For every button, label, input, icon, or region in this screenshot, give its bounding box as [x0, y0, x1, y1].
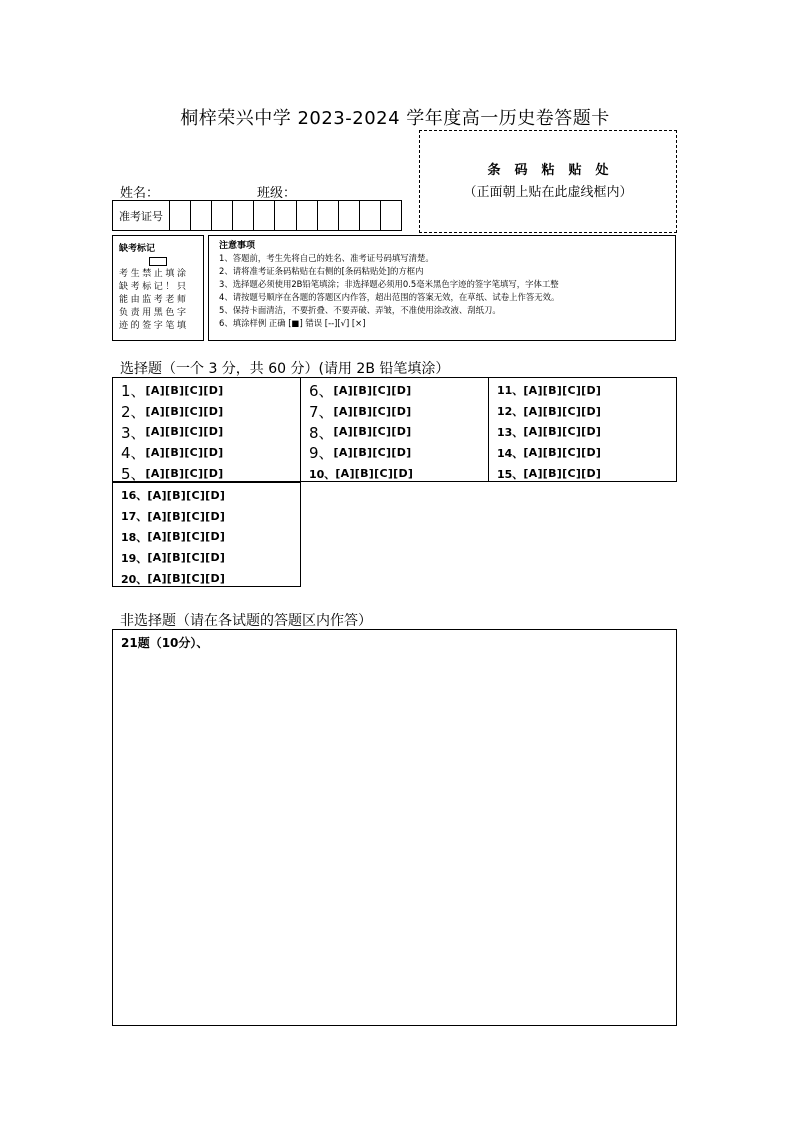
question-number: 14、 — [497, 446, 524, 460]
mc-question-row[interactable] — [113, 527, 300, 548]
question-number: 15、 — [497, 467, 524, 481]
answer-options[interactable]: [A][B][C][D] — [335, 467, 414, 481]
answer-options[interactable]: [A][B][C][D] — [523, 425, 602, 439]
ticket-digit-cell[interactable] — [275, 201, 296, 230]
ticket-digit-cell[interactable] — [360, 201, 381, 230]
name-field[interactable] — [159, 187, 257, 201]
answer-options[interactable]: [A][B][C][D] — [145, 383, 224, 397]
ticket-digit-cell[interactable] — [191, 201, 212, 230]
mc-question-row[interactable] — [113, 547, 300, 568]
note-line: 2、请将准考证条码粘贴在右侧的[条码粘贴处]的方框内 — [219, 266, 424, 276]
mc-grid-extra — [112, 482, 301, 587]
absent-mark-box — [112, 235, 204, 341]
ticket-digit-cell[interactable] — [254, 201, 275, 230]
question-number: 7、 — [309, 402, 334, 421]
mc-question-row[interactable] — [301, 463, 488, 484]
question-number: 6、 — [309, 381, 334, 400]
mc-column — [489, 378, 676, 481]
answer-options[interactable]: [A][B][C][D] — [523, 383, 602, 397]
q21-answer-area[interactable] — [112, 629, 677, 1026]
mc-question-row[interactable] — [489, 401, 676, 422]
mc-question-row[interactable] — [301, 442, 488, 463]
mc-question-row[interactable] — [301, 380, 488, 401]
question-number: 10、 — [309, 467, 336, 481]
mc-question-row[interactable] — [113, 401, 300, 422]
mc-question-row[interactable] — [113, 422, 300, 443]
barcode-area — [419, 130, 677, 233]
mc-question-row[interactable] — [113, 442, 300, 463]
question-number: 5、 — [121, 465, 146, 484]
question-number: 12、 — [497, 405, 524, 419]
mc-section-title: 选择题（一个 3 分，共 60 分）(请用 2B 铅笔填涂） — [120, 361, 450, 377]
ticket-digit-cell[interactable] — [381, 201, 401, 230]
answer-options[interactable]: [A][B][C][D] — [147, 572, 226, 586]
question-number: 11、 — [497, 384, 524, 398]
class-field[interactable] — [296, 187, 394, 201]
question-number: 3、 — [121, 423, 146, 442]
note-line: 5、保持卡面清洁，不要折叠、不要弄破、弄皱，不准使用涂改液、刮纸刀。 — [219, 305, 501, 315]
barcode-title: 条码粘贴处 — [487, 163, 623, 178]
ticket-label: 准考证号 — [113, 201, 170, 230]
absent-mark-checkbox[interactable] — [149, 257, 167, 266]
mc-question-row[interactable] — [301, 401, 488, 422]
answer-options[interactable]: [A][B][C][D] — [147, 530, 226, 544]
question-number: 18、 — [121, 530, 148, 544]
ticket-number-box — [112, 200, 402, 231]
ticket-digit-cell[interactable] — [170, 201, 191, 230]
question-number: 13、 — [497, 425, 524, 439]
mc-question-row[interactable] — [113, 380, 300, 401]
non-mc-section-title: 非选择题（请在各试题的答题区内作答） — [120, 613, 372, 629]
mc-column — [113, 378, 301, 484]
mc-question-row[interactable] — [489, 442, 676, 463]
answer-options[interactable]: [A][B][C][D] — [147, 551, 226, 565]
answer-options[interactable]: [A][B][C][D] — [147, 509, 226, 523]
question-number: 9、 — [309, 444, 334, 463]
answer-options[interactable]: [A][B][C][D] — [147, 488, 226, 502]
answer-options[interactable]: [A][B][C][D] — [333, 425, 412, 439]
name-label: 姓名： — [120, 186, 160, 201]
answer-options[interactable]: [A][B][C][D] — [333, 383, 412, 397]
answer-options[interactable]: [A][B][C][D] — [145, 404, 224, 418]
ticket-digit-cell[interactable] — [318, 201, 339, 230]
mc-grid — [112, 377, 677, 482]
answer-options[interactable]: [A][B][C][D] — [523, 446, 602, 460]
absent-title: 缺考标记 — [119, 244, 156, 254]
ticket-digit-cell[interactable] — [339, 201, 360, 230]
answer-options[interactable]: [A][B][C][D] — [145, 467, 224, 481]
absent-instructions: 考生禁止填涂缺考标记！只能由监考老师负责用黑色字迹的签字笔填 — [119, 269, 189, 331]
class-label: 班级： — [257, 186, 297, 201]
student-info-row — [120, 182, 394, 201]
ticket-digit-cell[interactable] — [297, 201, 318, 230]
note-line: 3、选择题必须使用2B铅笔填涂；非选择题必须用0.5毫米黑色字迹的签字笔填写，字体工整 — [219, 279, 559, 289]
question-number: 16、 — [121, 489, 148, 503]
mc-question-row[interactable] — [113, 485, 300, 506]
mc-question-row[interactable] — [113, 568, 300, 589]
mc-column — [301, 378, 489, 481]
ticket-digit-cell[interactable] — [233, 201, 254, 230]
question-number: 20、 — [121, 572, 148, 586]
question-number: 2、 — [121, 402, 146, 421]
answer-options[interactable]: [A][B][C][D] — [145, 446, 224, 460]
note-line: 4、请按题号顺序在各题的答题区内作答，超出范围的答案无效，在草纸、试卷上作答无效。 — [219, 292, 560, 302]
question-number: 8、 — [309, 423, 334, 442]
barcode-subtitle: （正面朝上贴在此虚线框内） — [463, 185, 633, 200]
question-number: 1、 — [121, 381, 146, 400]
answer-options[interactable]: [A][B][C][D] — [145, 425, 224, 439]
mc-question-row[interactable] — [113, 463, 300, 484]
question-number: 19、 — [121, 551, 148, 565]
mc-question-row[interactable] — [489, 380, 676, 401]
question-number: 4、 — [121, 444, 146, 463]
answer-options[interactable]: [A][B][C][D] — [333, 404, 412, 418]
mc-question-row[interactable] — [301, 422, 488, 443]
answer-options[interactable]: [A][B][C][D] — [523, 467, 602, 481]
question-number: 17、 — [121, 510, 148, 524]
ticket-digit-cell[interactable] — [212, 201, 233, 230]
answer-options[interactable]: [A][B][C][D] — [333, 446, 412, 460]
mc-question-row[interactable] — [489, 422, 676, 443]
page-title: 桐梓荣兴中学 2023-2024 学年度高一历史卷答题卡 — [180, 108, 610, 129]
notes-box — [208, 235, 676, 341]
answer-options[interactable]: [A][B][C][D] — [523, 404, 602, 418]
note-line: 6、填涂样例 正确 [■] 错误 [--][√] [×] — [219, 318, 366, 328]
mc-question-row[interactable] — [113, 506, 300, 527]
note-line: 1、答题前，考生先将自己的姓名、准考证号码填写清楚。 — [219, 253, 434, 263]
mc-question-row[interactable] — [489, 463, 676, 484]
notes-title: 注意事项 — [219, 241, 256, 251]
q21-label: 21题（10分）、 — [121, 636, 209, 650]
